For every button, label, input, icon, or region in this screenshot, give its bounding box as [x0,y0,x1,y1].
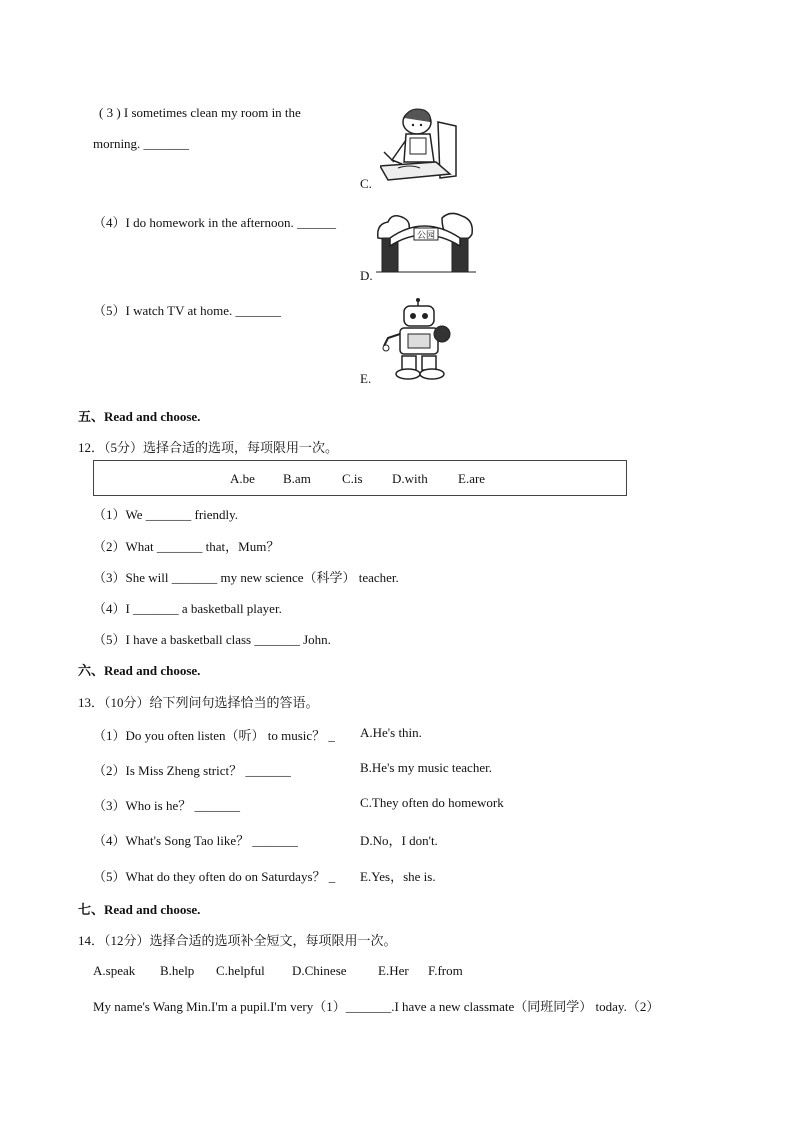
label-e: E. [360,371,372,386]
section5-heading: 五、Read and choose. [78,409,201,424]
section7-heading: 七、Read and choose. [78,902,201,917]
option-a: A.be [230,471,255,486]
s7-option-b: B.help [160,963,195,978]
s6-answer-d: D.No，I don't. [360,833,438,848]
s5-item-1: （1）We _______ friendly. [93,507,239,522]
item5: （5）I watch TV at home. _______ [93,303,281,318]
robot-picture [380,298,458,380]
s6-question-3: （3）Who is he？ _______ [93,798,240,813]
option-b: B.am [283,471,311,486]
s5-item-4: （4）I _______ a basketball player. [93,601,282,616]
s6-answer-e: E.Yes，she is. [360,869,436,884]
s7-option-f: F.from [428,963,463,978]
section6-question: 13．（10分）给下列问句选择恰当的答语。 [78,695,319,710]
section6-heading: 六、Read and choose. [78,663,201,678]
boy-doing-homework-picture [380,104,462,186]
s5-item-2: （2）What _______ that，Mum？ [93,539,280,554]
s6-question-4: （4）What's Song Tao like？ _______ [93,833,298,848]
s6-question-1: （1）Do you often listen（听） to music？ _ [93,728,335,743]
item3-line1: ( 3 ) I sometimes clean my room in the [99,105,301,120]
s7-option-a: A.speak [93,963,136,978]
s5-item-3: （3）She will _______ my new science（科学） teacher. [93,570,399,585]
item4: （4）I do homework in the afternoon. ______ [93,215,336,230]
s5-item-5: （5）I have a basketball class _______ John. [93,632,331,647]
label-c: C. [360,176,372,191]
option-c: C.is [342,471,363,486]
s6-answer-b: B.He's my music teacher. [360,760,492,775]
s7-passage: My name's Wang Min.I'm a pupil.I'm very（1）_______.I have a new classmate（同班同学） today.（2） [93,999,660,1014]
label-d: D. [360,268,373,283]
item3-line2: morning. _______ [93,136,190,151]
option-e: E.are [458,471,486,486]
s6-question-2: （2）Is Miss Zheng strict？ _______ [93,763,291,778]
park-gate-picture [376,208,476,274]
section5-question: 12．（5分）选择合适的选项，每项限用一次。 [78,440,339,455]
park-sign-text: 公园 [416,231,436,241]
s6-question-5: （5）What do they often do on Saturdays？ _ [93,869,336,884]
option-d: D.with [392,471,428,486]
s6-answer-c: C.They often do homework [360,795,504,810]
s7-option-d: D.Chinese [292,963,347,978]
word-bank-box [93,460,627,496]
section7-question: 14．（12分）选择合适的选项补全短文，每项限用一次。 [78,933,397,948]
s6-answer-a: A.He's thin. [360,725,422,740]
s7-option-c: C.helpful [216,963,265,978]
s7-option-e: E.Her [378,963,409,978]
